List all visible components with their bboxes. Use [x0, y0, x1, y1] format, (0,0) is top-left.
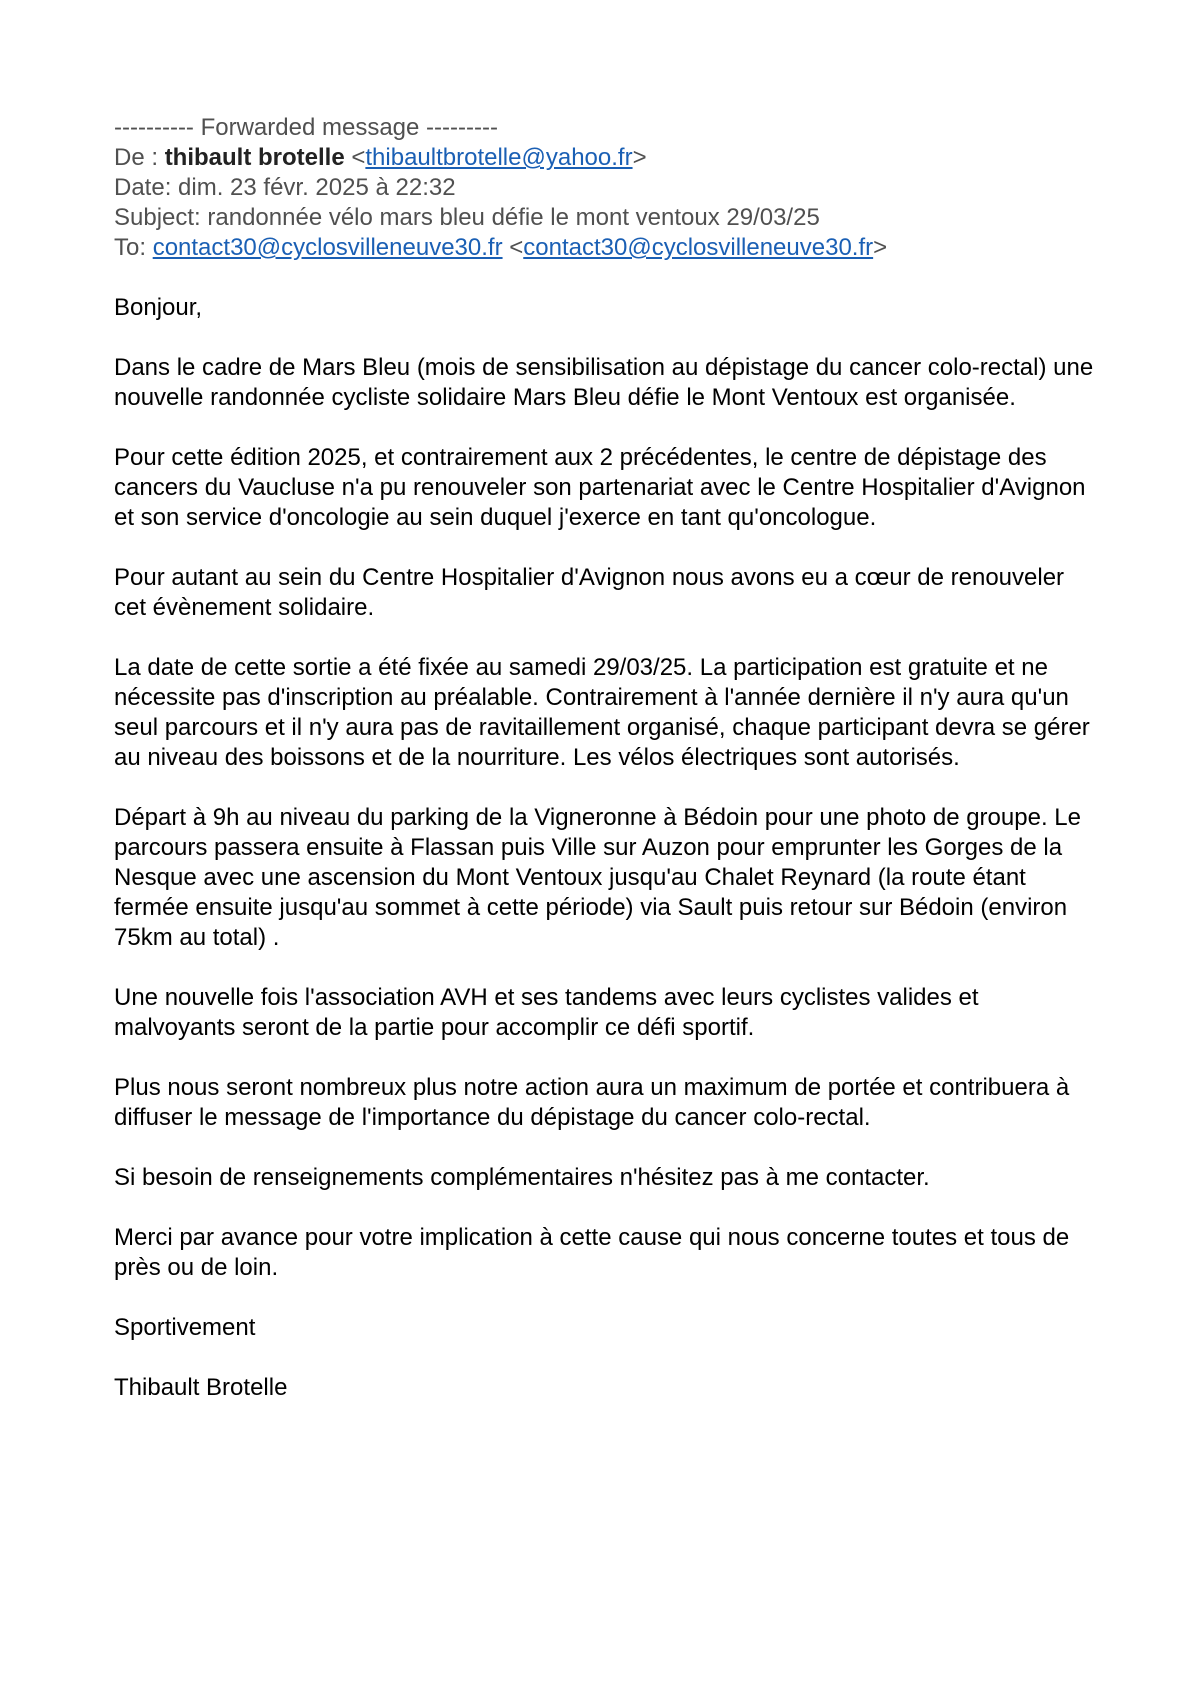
recipient-email-link[interactable]: contact30@cyclosvilleneuve30.fr — [152, 234, 503, 261]
paragraph-contact: Si besoin de renseignements complémentaires n'hésitez pas à me contacter. — [114, 1164, 930, 1191]
forwarded-marker: ---------- Forwarded message --------- — [114, 114, 498, 141]
subject-line: Subject: randonnée vélo mars bleu défie le mont ventoux 29/03/25 — [114, 204, 820, 231]
paragraph-renewal: Pour autant au sein du Centre Hospitalier d'Avignon nous avons eu a cœur de renouveler cet évènement solidaire. — [114, 564, 1065, 621]
greeting: Bonjour, — [114, 294, 203, 321]
sender-name: thibault brotelle — [164, 144, 345, 171]
sender-email-link[interactable]: thibaultbrotelle@yahoo.fr — [365, 144, 633, 171]
closing: Sportivement — [114, 1314, 256, 1341]
lt-bracket: < — [509, 234, 524, 261]
to-label: To: — [114, 234, 153, 261]
paragraph-route: Départ à 9h au niveau du parking de la Vigneronne à Bédoin pour une photo de groupe. Le parcours passera ensuite à Flassan puis Ville sur Auzon pour emprunter les Gorges de la Nesque avec une ascension du Mont Ventoux jusqu'au Chalet Reynard (la route étant fermée ensuite jusqu'au sommet à cette période) via Sault puis retour sur Bédoin (environ 75km au total) . — [114, 804, 1081, 951]
email-document — [114, 113, 1094, 1403]
paragraph-avh: Une nouvelle fois l'association AVH et ses tandems avec leurs cyclistes valides et malvoyants seront de la partie pour accomplir ce défi sportif. — [114, 984, 979, 1041]
date-line: Date: dim. 23 févr. 2025 à 22:32 — [114, 174, 456, 201]
paragraph-call-to-action: Plus nous seront nombreux plus notre action aura un maximum de portée et contribuera à diffuser le message de l'importance du dépistage du cancer colo-rectal. — [114, 1074, 1070, 1131]
from-line — [114, 143, 1094, 173]
gt-bracket: > — [632, 144, 647, 171]
paragraph-thanks: Merci par avance pour votre implication à cette cause qui nous concerne toutes et tous de près ou de loin. — [114, 1224, 1070, 1281]
signature: Thibault Brotelle — [114, 1374, 288, 1401]
gt-bracket: > — [873, 234, 888, 261]
to-line — [114, 233, 1094, 263]
lt-bracket: < — [351, 144, 366, 171]
paragraph-date-details: La date de cette sortie a été fixée au samedi 29/03/25. La participation est gratuite et ne nécessite pas d'inscription au préalable. Contrairement à l'année dernière il n'y aura qu'un seul parcours et il n'y aura pas de ravitaillement organisé, chaque participant devra se gérer au niveau des boissons et de la nourriture. Les vélos électriques sont autorisés. — [114, 654, 1090, 771]
paragraph-partnership: Pour cette édition 2025, et contrairement aux 2 précédentes, le centre de dépistage des cancers du Vaucluse n'a pu renouveler son partenariat avec le Centre Hospitalier d'Avignon et son service d'oncologie au sein duquel j'exerce en tant qu'oncologue. — [114, 444, 1086, 531]
from-label: De : — [114, 144, 165, 171]
paragraph-intro: Dans le cadre de Mars Bleu (mois de sensibilisation au dépistage du cancer colo-rectal) une nouvelle randonnée cycliste solidaire Mars Bleu défie le Mont Ventoux est organisée. — [114, 354, 1094, 411]
recipient-email-link-2[interactable]: contact30@cyclosvilleneuve30.fr — [523, 234, 874, 261]
